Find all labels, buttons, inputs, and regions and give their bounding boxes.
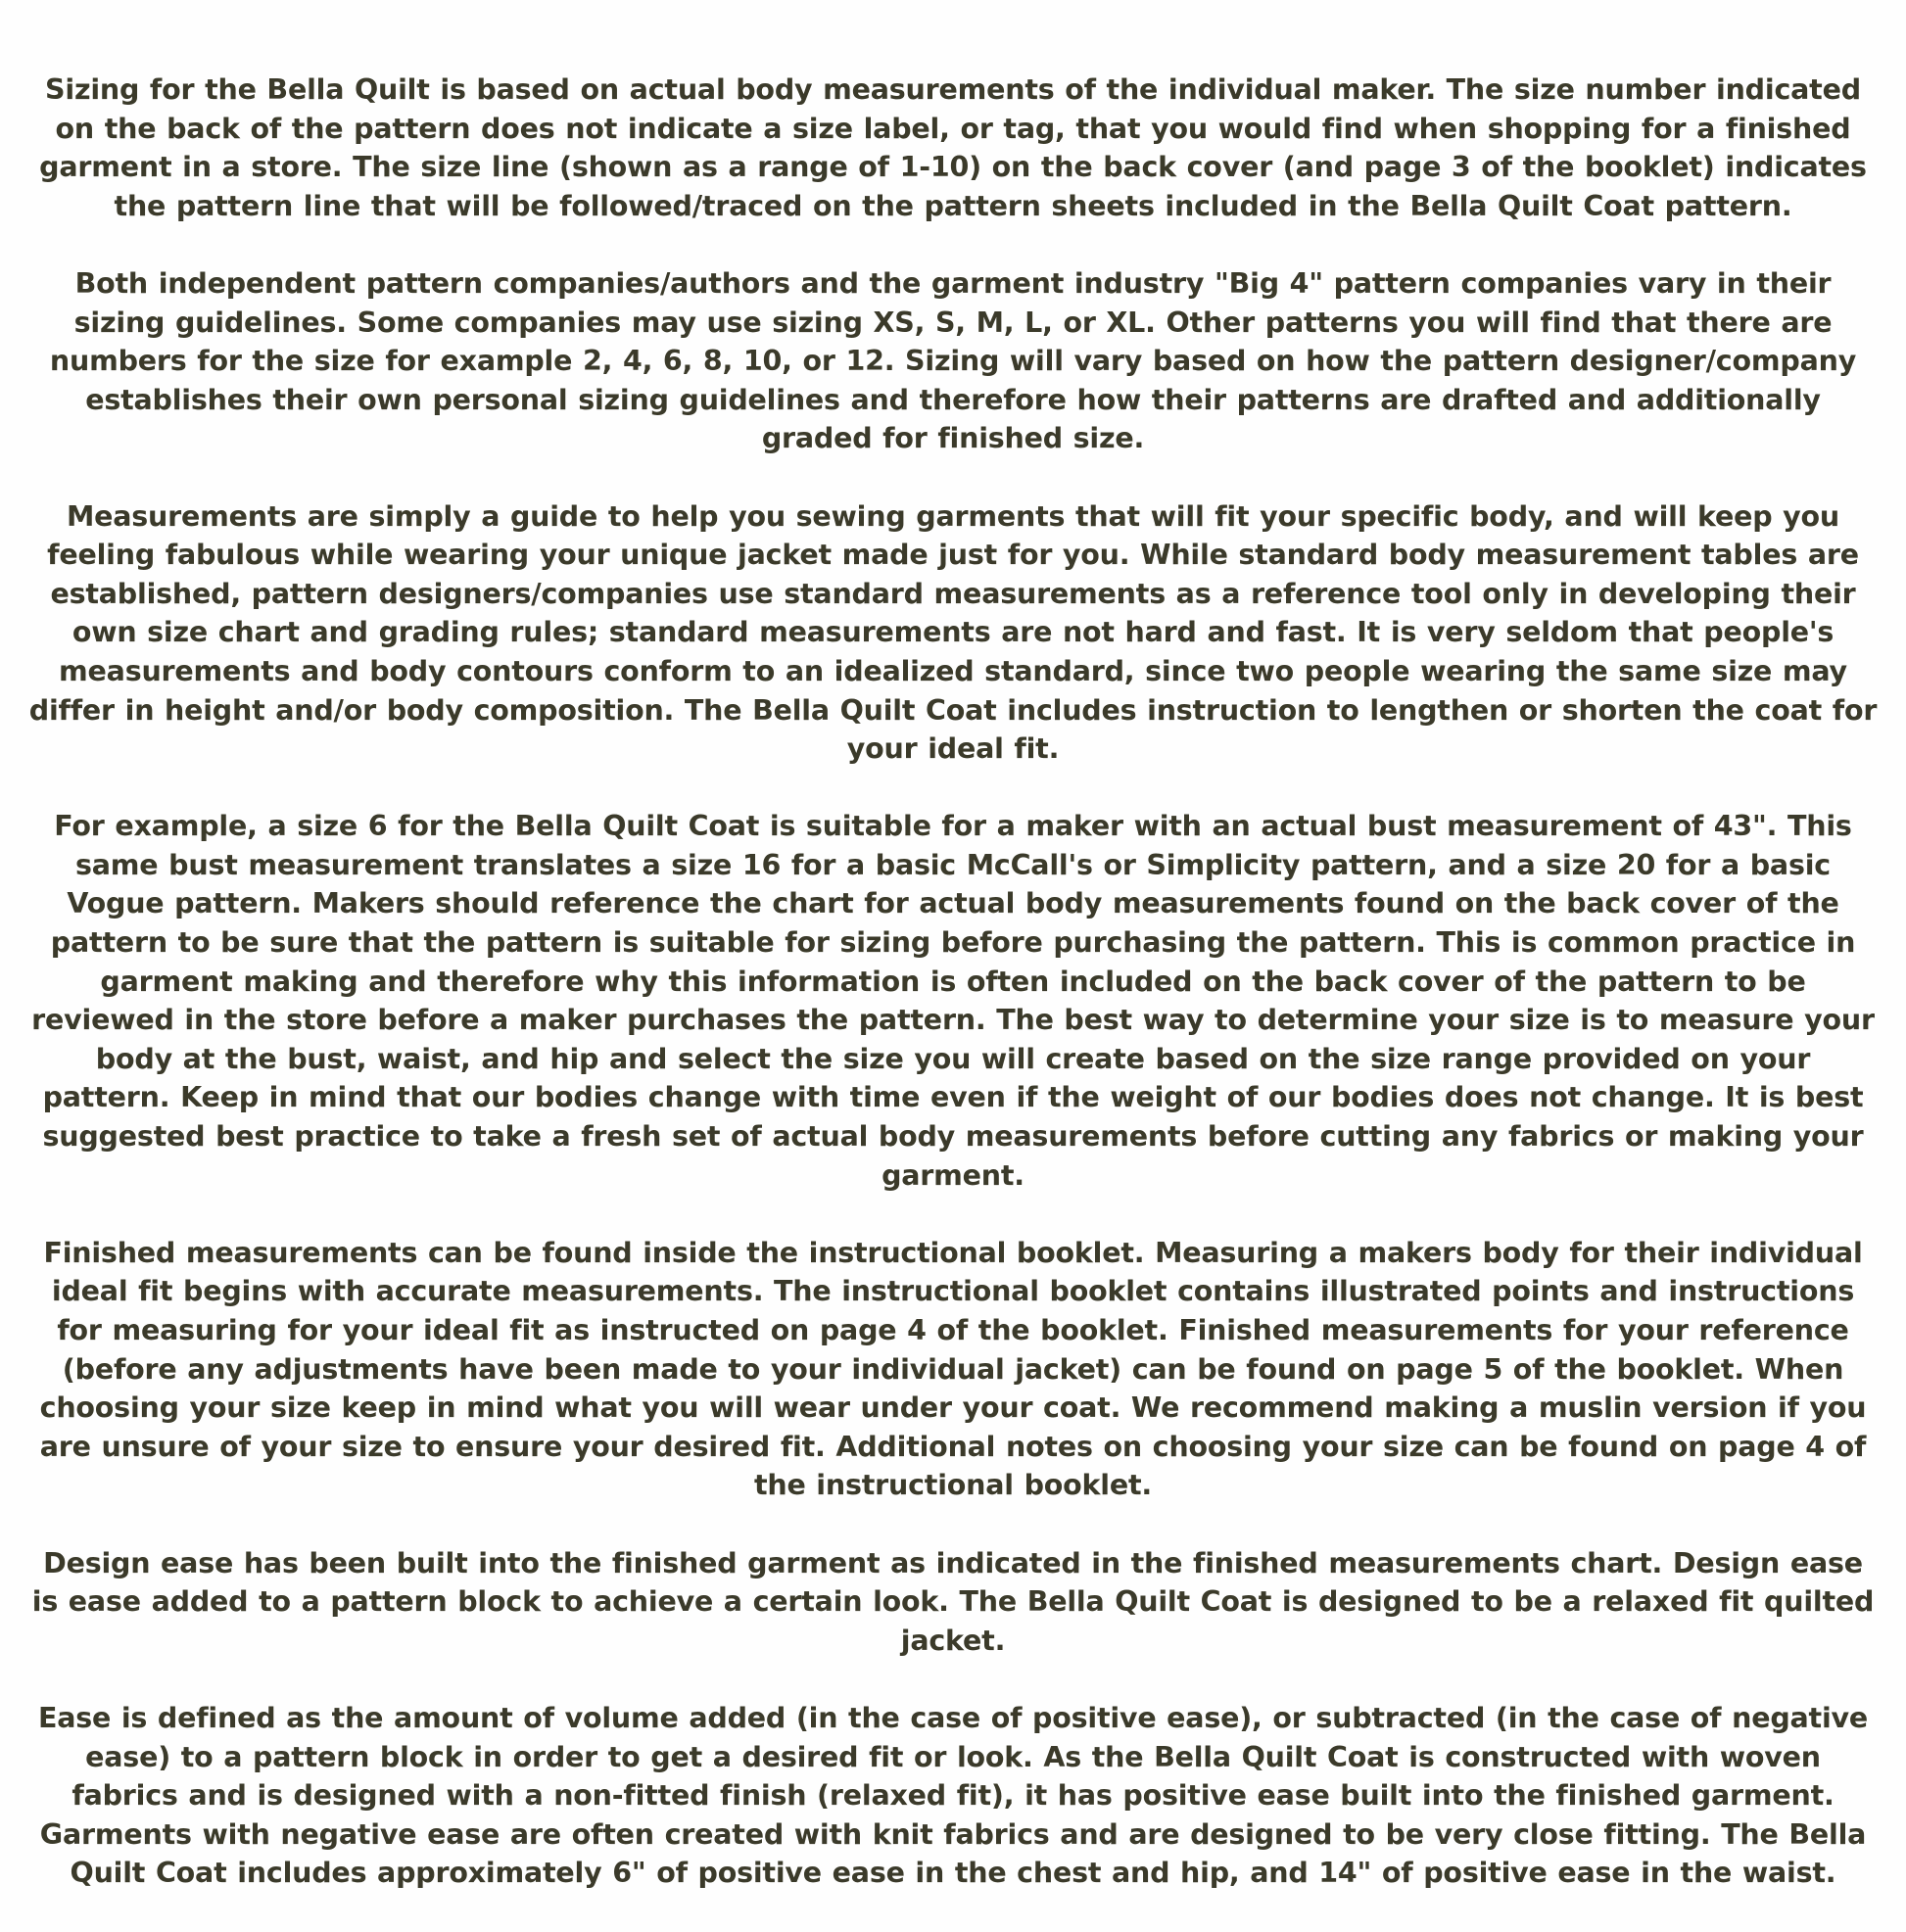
sizing-document: [27, 71, 1879, 1932]
paragraph-finished-measurements: Finished measurements can be found inside the instructional booklet. Measuring a makers body for their individual ideal fit begins with accurate measurements. The instructional booklet contains illustrated points and instructions for measuring for your ideal fit as instructed on page 4 of the booklet. Finished measurements for your reference (before any adjustments have been made to your individual jacket) can be found on page 5 of the booklet. When choosing your size keep in mind what you will wear under your coat. We recommend making a muslin version if you are unsure of your size to ensure your desired fit. Additional notes on choosing your size can be found on page 4 of the instructional booklet.: [39, 1236, 1867, 1502]
paragraph-ease-definition: Ease is defined as the amount of volume added (in the case of positive ease), or subtracted (in the case of negative ease) to a pattern block in order to get a desired fit or look. As the Bella Quilt Coat is constructed with woven fabrics and is designed with a non-fitted finish (relaxed fit), it has positive ease built into the finished garment. Garments with negative ease are often created with knit fabrics and are designed to be very close fitting. The Bella Quilt Coat includes approximately 6" of positive ease in the chest and hip, and 14" of positive ease in the waist.: [37, 1701, 1869, 1890]
paragraph-size-example: For example, a size 6 for the Bella Quilt Coat is suitable for a maker with an actual bust measurement of 43". This same bust measurement translates a size 16 for a basic McCall's or Simplicity pattern, and a size 20 for a basic Vogue pattern. Makers should reference the chart for actual body measurements found on the back cover of the pattern to be sure that the pattern is suitable for sizing before purchasing the pattern. This is common practice in garment making and therefore why this information is often included on the back cover of the pattern to be reviewed in the store before a maker purchases the pattern. The best way to determine your size is to measure your body at the bust, waist, and hip and select the size you will create based on the size range provided on your pattern. Keep in mind that our bodies change with time even if the weight of our bodies does not change. It is best suggested best practice to take a fresh set of actual body measurements before cutting any fabrics or making your garment.: [31, 810, 1875, 1192]
paragraph-sizing-guidelines: Both independent pattern companies/authors and the garment industry "Big 4" pattern companies vary in their sizing guidelines. Some companies may use sizing XS, S, M, L, or XL. Other patterns you will find that there are numbers for the size for example 2, 4, 6, 8, 10, or 12. Sizing will vary based on how the pattern designer/company establishes their own personal sizing guidelines and therefore how their patterns are drafted and additionally graded for finished size.: [49, 266, 1857, 455]
paragraph-sizing-intro: Sizing for the Bella Quilt is based on actual body measurements of the individual maker. The size number indicated on the back of the pattern does not indicate a size label, or tag, that you would find when shopping for a finished garment in a store. The size line (shown as a range of 1-10) on the back cover (and page 3 of the booklet) indicates the pattern line that will be followed/traced on the pattern sheets included in the Bella Quilt Coat pattern.: [39, 73, 1867, 222]
paragraph-measurements-guide: Measurements are simply a guide to help you sewing garments that will fit your specific body, and will keep you feeling fabulous while wearing your unique jacket made just for you. While standard body measurement tables are established, pattern designers/companies use standard measurements as a reference tool only in developing their own size chart and grading rules; standard measurements are not hard and fast. It is very seldom that people's measurements and body contours conform to an idealized standard, since two people wearing the same size may differ in height and/or body composition. The Bella Quilt Coat includes instruction to lengthen or shorten the coat for your ideal fit.: [28, 499, 1878, 766]
paragraph-design-ease: Design ease has been built into the finished garment as indicated in the finished measurements chart. Design ease is ease added to a pattern block to achieve a certain look. The Bella Quilt Coat is designed to be a relaxed fit quilted jacket.: [31, 1546, 1875, 1657]
